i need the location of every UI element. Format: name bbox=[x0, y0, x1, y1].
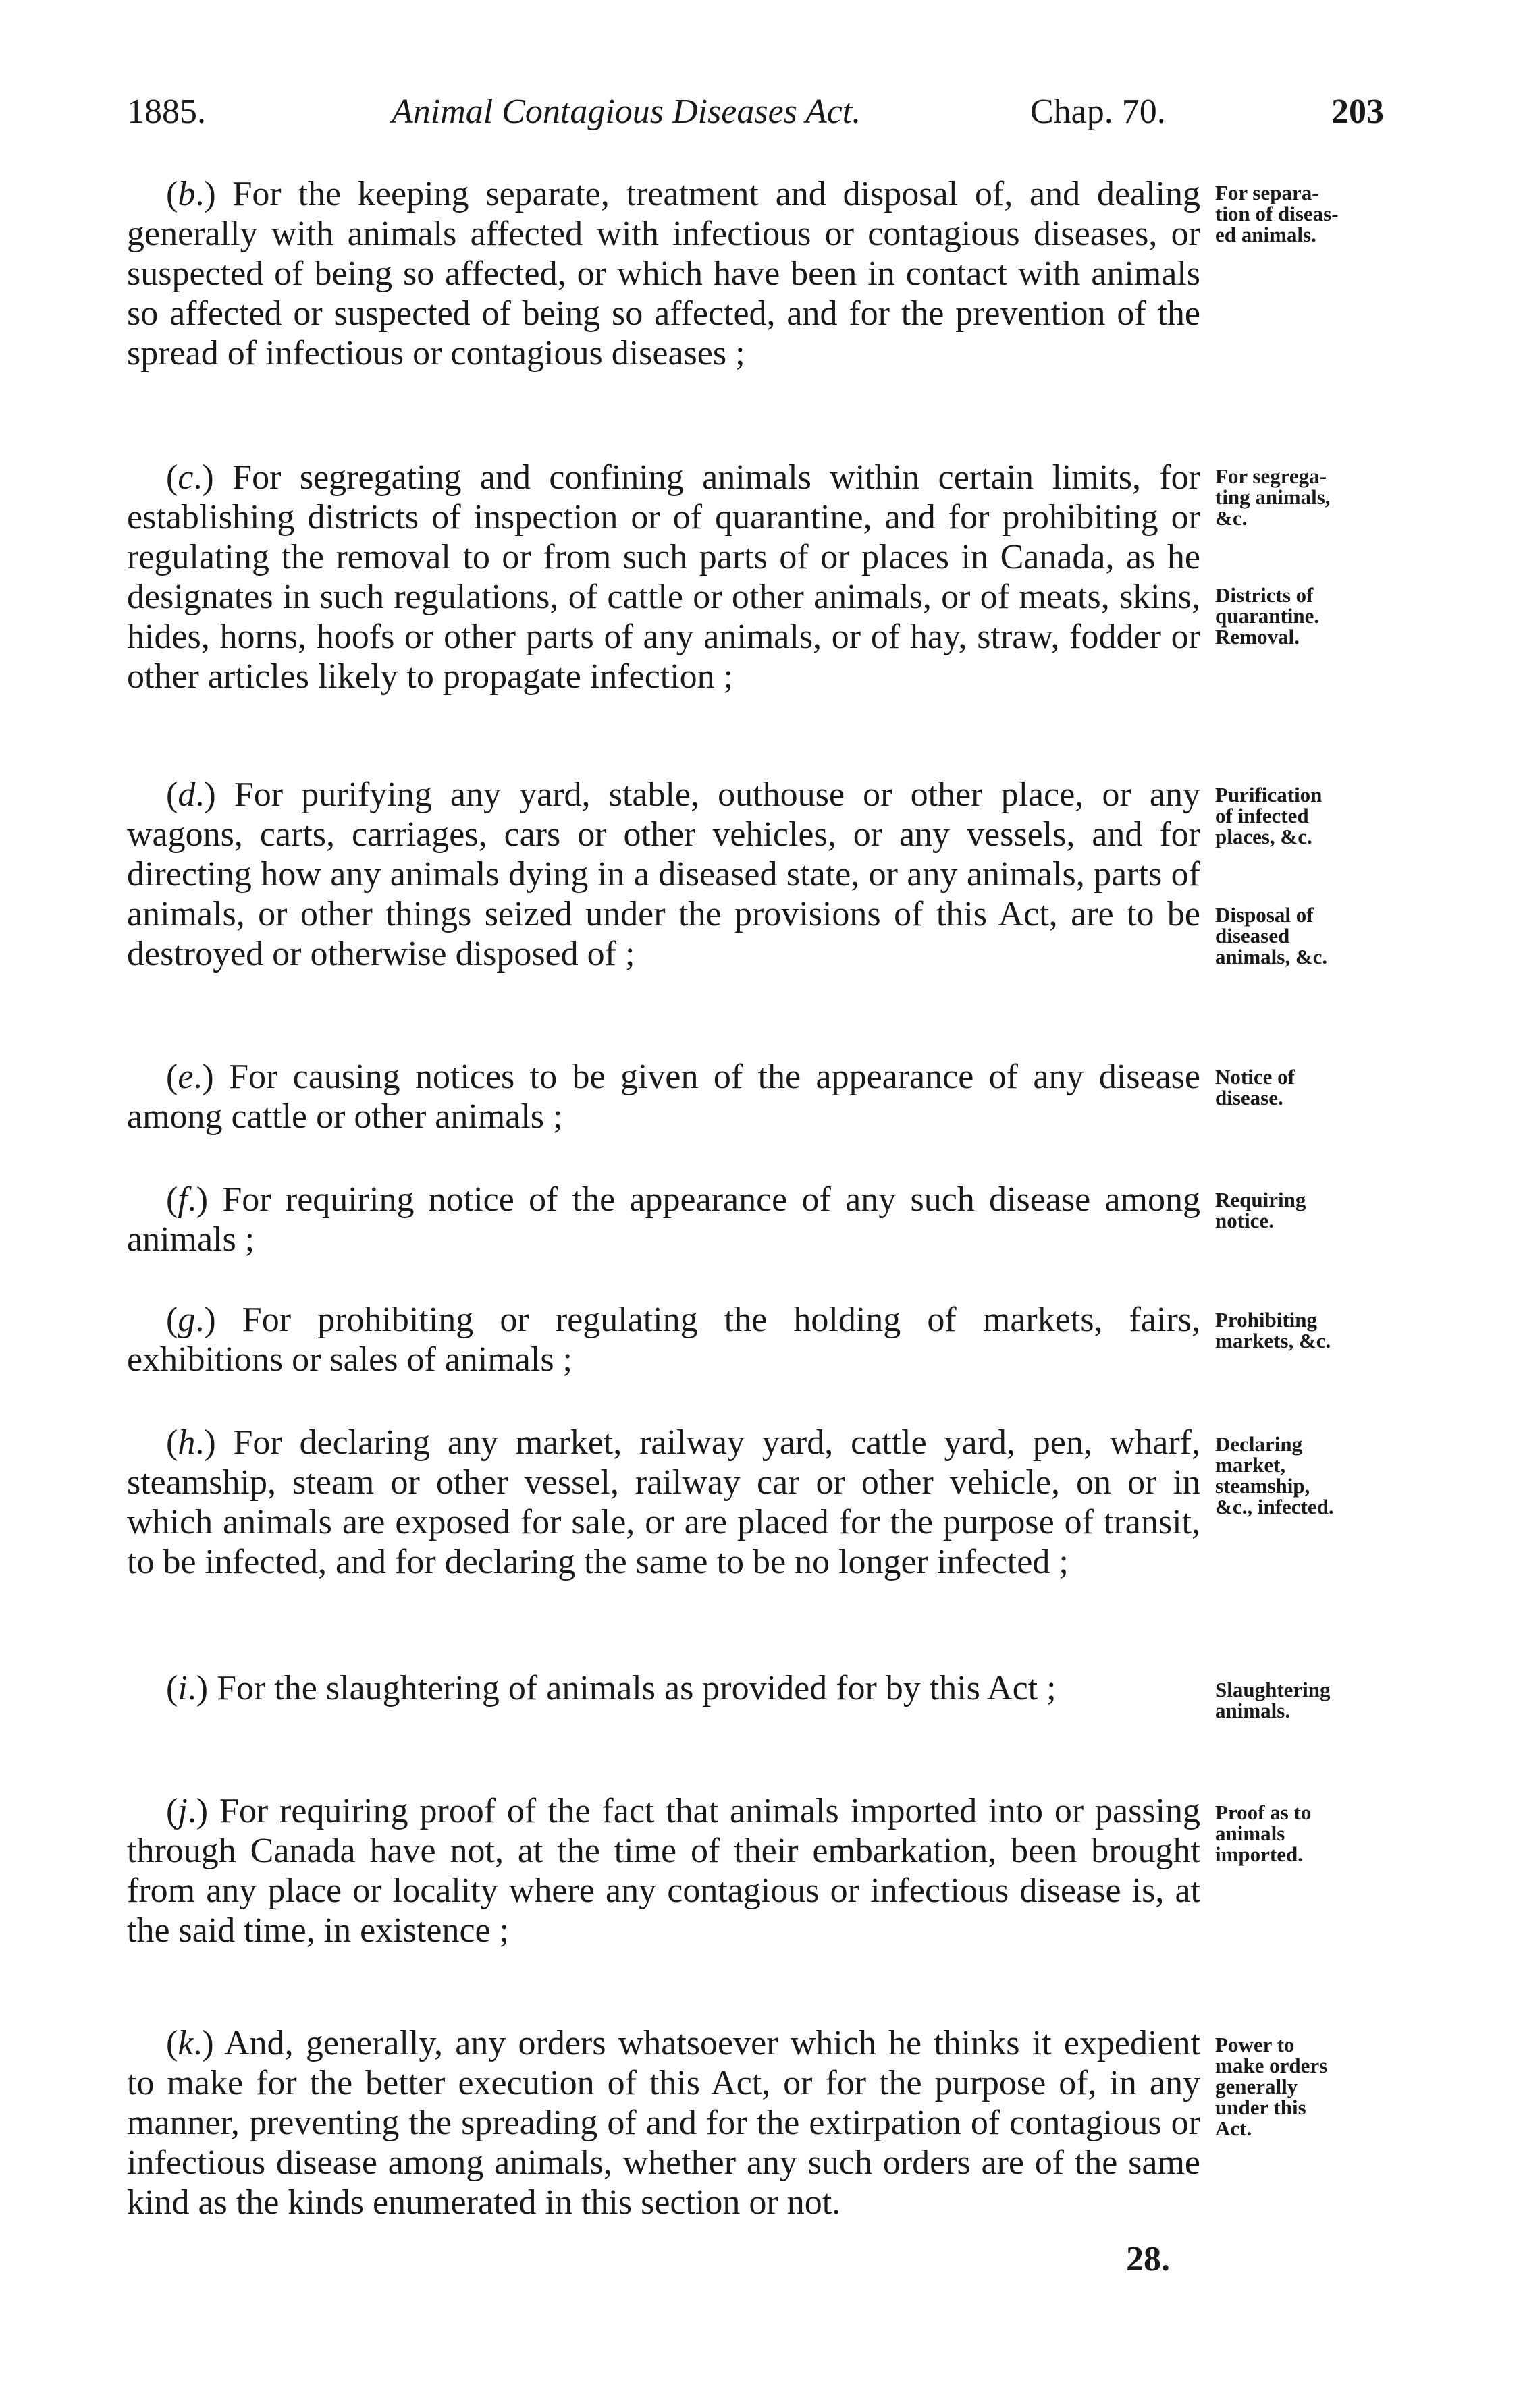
clause-d bbox=[127, 775, 1200, 974]
margin-note-segregating: For segrega- ting animals, &c. bbox=[1215, 464, 1331, 530]
clause-f bbox=[127, 1180, 1200, 1259]
clause-text: For the slaughtering of animals as provided for by this Act ; bbox=[217, 1669, 1057, 1707]
clause-label: (c.) bbox=[166, 458, 214, 497]
clause-text: For requiring proof of the fact that animals imported into or passing through Canada have not, at the time of their embarkation, been brought from any place or locality where any contagious or infectious disease is, at the said time, in existence ; bbox=[127, 1792, 1201, 1950]
margin-note-districts: Districts of quarantine. Removal. bbox=[1215, 583, 1320, 649]
clause-label: (j.) bbox=[166, 1792, 209, 1830]
header-year: 1885. bbox=[127, 92, 206, 131]
clause-h bbox=[127, 1423, 1200, 1582]
clause-text: For prohibiting or regulating the holding of markets, fairs, exhibitions or sales of animals ; bbox=[127, 1301, 1200, 1379]
clause-g bbox=[127, 1300, 1200, 1379]
clause-text: And, generally, any orders whatsoever which he thinks it expedient to make for the better execution of this Act, or for the purpose of, in any manner, preventing the spreading of and for the extirpation of contagious or infectious disease among animals, whether any such orders are of the same kind as the kinds enumerated in this section or not. bbox=[127, 2024, 1200, 2222]
clause-e bbox=[127, 1057, 1200, 1137]
signature-mark: 28. bbox=[1126, 2240, 1170, 2278]
clause-label: (h.) bbox=[166, 1423, 216, 1462]
margin-note-proof-imported: Proof as to animals imported. bbox=[1215, 1801, 1312, 1866]
clause-j bbox=[127, 1791, 1200, 1950]
clause-text: For requiring notice of the appearance of any such disease among animals ; bbox=[127, 1180, 1201, 1259]
clause-text: For causing notices to be given of the appearance of any disease among cattle or other animals ; bbox=[127, 1058, 1201, 1136]
clause-text: For the keeping separate, treatment and disposal of, and dealing generally with animals affected with infectious or contagious diseases, or suspected of being so affected, or which have been in contact with animals so affected or suspected of being so affected, and for the prevention of the spread of infectious or contagious diseases ; bbox=[127, 175, 1201, 373]
margin-note-declaring-infected: Declaring market, steamship, &c., infected. bbox=[1215, 1432, 1334, 1518]
clause-label: (b.) bbox=[166, 175, 216, 213]
clause-label: (d.) bbox=[166, 775, 216, 814]
margin-note-prohibiting-markets: Prohibiting markets, &c. bbox=[1215, 1308, 1331, 1352]
margin-note-disposal: Disposal of diseased animals, &c. bbox=[1215, 903, 1328, 968]
margin-note-requiring-notice: Requiring notice. bbox=[1215, 1188, 1306, 1232]
margin-note-notice-of-disease: Notice of disease. bbox=[1215, 1065, 1295, 1110]
running-header bbox=[127, 92, 1384, 146]
clause-label: (k.) bbox=[166, 2024, 214, 2062]
clause-k bbox=[127, 2023, 1200, 2222]
header-chapter: Chap. 70. bbox=[1030, 92, 1166, 131]
clause-text: For purifying any yard, stable, outhouse or other place, or any wagons, carts, carriages, cars or other vehicles, or any vessels, and for directing how any animals dying in a diseased state, or any animals, parts of animals, or other things seized under the provisions of this Act, are to be destroyed or otherwise disposed of ; bbox=[127, 775, 1201, 973]
header-page-number: 203 bbox=[1331, 92, 1384, 131]
clause-label: (e.) bbox=[166, 1058, 214, 1096]
header-title: Animal Contagious Diseases Act. bbox=[392, 92, 861, 131]
clause-label: (g.) bbox=[166, 1301, 216, 1339]
margin-note-purification: Purification of infected places, &c. bbox=[1215, 783, 1322, 848]
clause-c bbox=[127, 458, 1200, 696]
margin-note-separation: For separa- tion of diseas- ed animals. bbox=[1215, 181, 1339, 246]
clause-b bbox=[127, 174, 1200, 373]
margin-note-power-to-make-orders: Power to make orders generally under this Act. bbox=[1215, 2033, 1328, 2140]
margin-note-slaughtering: Slaughtering animals. bbox=[1215, 1678, 1331, 1722]
clause-text: For declaring any market, railway yard, cattle yard, pen, wharf, steamship, steam or other vessel, railway car or other vehicle, on or in which animals are exposed for sale, or are placed for the purpose of transit, to be infected, and for declaring the same to be no longer infected ; bbox=[127, 1423, 1200, 1581]
clause-i bbox=[127, 1668, 1200, 1708]
clause-text: For segregating and confining animals within certain limits, for establishing districts of inspection or of quarantine, and for prohibiting or regulating the removal to or from such parts of or places in Canada, as he designates in such regulations, of cattle or other animals, or of meats, skins, hides, horns, hoofs or other parts of any animals, or of hay, straw, fodder or other articles likely to propagate infection ; bbox=[127, 458, 1201, 696]
clause-label: (f.) bbox=[166, 1180, 209, 1219]
clause-label: (i.) bbox=[166, 1669, 209, 1707]
